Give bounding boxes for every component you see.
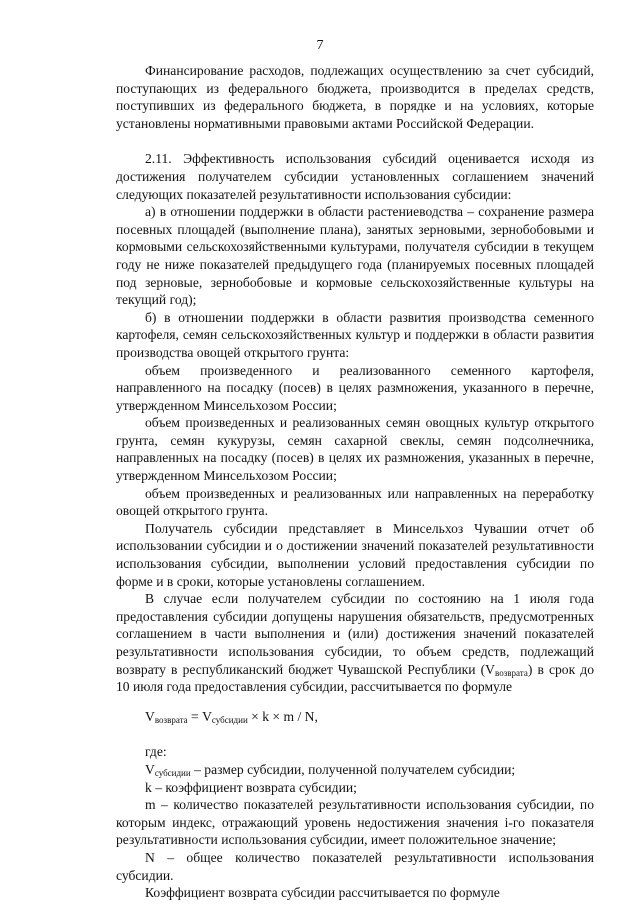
paragraph-coefficient: Коэффициент возврата субсидии рассчитывается по формуле [145,885,500,901]
paragraph-seeds: объем произведенных и реализованных семян овощных культур открытого грунта, семян кукурузы, семян сахарной свеклы, семян подсолнечника, направленных на посадку (посев) в целях их размножения, указанных в перечне, утвержденном Минсельхозом России; [116,415,594,484]
formula-sub2: субсидии [211,714,248,725]
where-n: N – общее количество показателей результативности использования субсидии. [116,849,594,883]
violation-text-b: ) в срок до 10 июля года предоставления субсидии, рассчитывается по формуле [116,661,595,695]
where-v-sub: субсидии [154,767,191,778]
document-body [116,62,594,902]
where-k: k – коэффициент возврата субсидии; [145,779,357,795]
paragraph-violation [116,590,594,696]
formula-rest: × k × m / N, [247,708,318,724]
where-v-text: – размер субсидии, полученной получателем субсидии; [190,761,516,777]
where-v-subsidy [116,761,594,779]
paragraph-b: б) в отношении поддержки в области развития производства семенного картофеля, семян сельскохозяйственных культур и поддержки в области развития производства овощей открытого грунта: [116,309,594,360]
formula-mid: = V [187,708,212,724]
paragraph-financing: Финансирование расходов, подлежащих осуществлению за счет субсидий, поступающих из федерального бюджета, производится в пределах средств, поступивших из федерального бюджета, в порядке и на условиях, которые установлены нормативными правовыми актами Российской Федерации. [116,63,594,131]
violation-text-a: В случае если получателем субсидии по состоянию на 1 июля года предоставления субсидии допущены нарушения обязательств, предусмотренных соглашением в части выполнения и (или) достижения значений показателей результативности использования субсидии, то объем средств, подлежащий возврату в республиканский бюджет Чувашской Республики (V [116,591,594,677]
formula-v1: V [145,708,155,724]
violation-subscript: возврата [495,667,528,678]
where-m: m – количество показателей результативности использования субсидии, по которым индекс, отражающий уровень недостижения значения i-го показателя результативности использования субсидии, имеет положительное значение; [116,797,594,848]
where-intro: где: [145,744,167,760]
formula-return [116,708,594,726]
paragraph-report: Получатель субсидии представляет в Минсельхоз Чувашии отчет об использовании субсидии и о достижении значений показателей результативности использования субсидии, выполнении условий предоставления субсидии по форме и в сроки, которые установлены соглашением. [116,520,594,589]
paragraph-2-11: 2.11. Эффективность использования субсидий оценивается исходя из достижения получателем субсидии установленных соглашением значений следующих показателей результативности использования субсидии: [116,151,594,202]
paragraph-a: а) в отношении поддержки в области растениеводства – сохранение размера посевных площадей (выполнение плана), занятых зерновыми, зернобобовыми и кормовыми сельскохозяйственными культурами, получателя субсидии в текущем году не ниже показателей предыдущего года (планируемых посевных площадей под зерновые, зернобобовые и кормовые сельскохозяйственные культуры на текущий год); [116,204,594,308]
where-v: V [145,761,155,777]
page-number: 7 [316,38,324,53]
paragraph-vegetables: объем произведенных и реализованных или направленных на переработку овощей открытого грунта. [116,485,594,519]
paragraph-potato: объем произведенного и реализованного семенного картофеля, направленного на посадку (посев) в целях размножения, указанного в перечне, утвержденном Минсельхозом России; [116,362,594,413]
formula-sub1: возврата [154,714,188,725]
